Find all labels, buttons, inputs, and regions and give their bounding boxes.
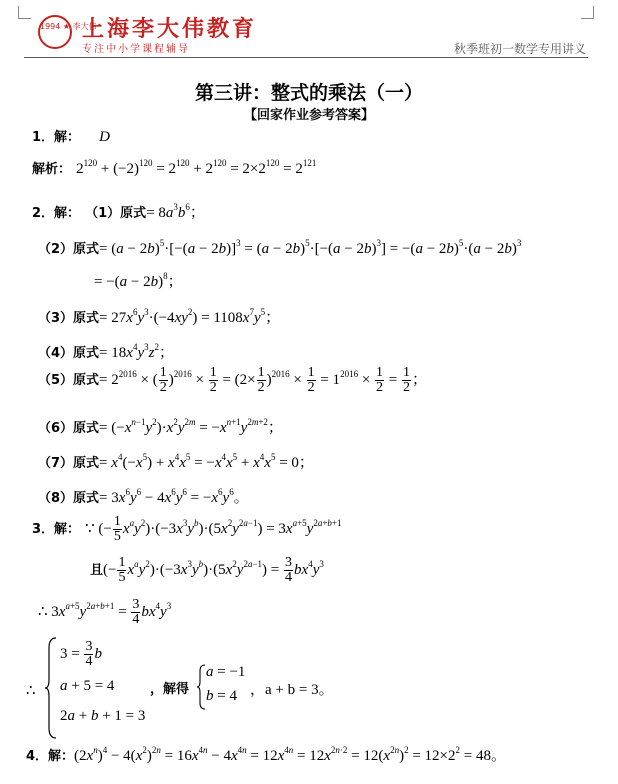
q2-line-8: （8）原式= $3x^6y^6 - 4x^6y^6 = -x^6y^6$。 bbox=[38, 487, 249, 506]
logo-seal: 1994 ★ 李大伟 bbox=[38, 15, 72, 49]
q3-eq-3: 2a + b + 1 = 3 bbox=[60, 708, 146, 724]
q3-system-brace bbox=[44, 636, 58, 740]
brand-name: 上海李大伟教育 bbox=[82, 17, 258, 42]
q2-line-6: （6）原式= $(-x^{n-1}y^2)\cdot x^2y^{2m} = -x^{n+1}y^{2m+2}$； bbox=[38, 417, 283, 436]
q3-solve-label-wrap bbox=[150, 678, 189, 697]
header-rule bbox=[24, 57, 588, 58]
q3-therefore-1: ∴ bbox=[38, 603, 48, 620]
page-title: 第三讲：整式的乘法（一） bbox=[194, 82, 423, 104]
page-corner-mark-right bbox=[581, 6, 594, 19]
q1-analysis-label: 解析： bbox=[32, 162, 72, 177]
q2-sub-label-1: （1）原式 bbox=[85, 206, 147, 221]
q1-answer: D bbox=[99, 129, 110, 145]
q2-sub-label-3: （3）原式 bbox=[38, 311, 100, 326]
q3-solve-label: ，解得 bbox=[150, 682, 190, 697]
q3-therefore-2: ∴ bbox=[26, 683, 36, 699]
q2-line-1: 2．解： （1）原式= $8a^3b^6$； bbox=[32, 202, 205, 221]
page-corner-mark-left bbox=[18, 6, 31, 19]
q3-therefore-2-wrap bbox=[26, 680, 36, 700]
q2-sub-label-7: （7）原式 bbox=[38, 456, 100, 471]
q3-and-label: 且 bbox=[90, 562, 104, 578]
q1-analysis: 解析： $2^{120} + (-2)^{120} = 2^{120} + 2^{120} = 2\times 2^{120} = 2^{121}$ bbox=[32, 158, 317, 177]
q3-end-text: ，a + b = 3。 bbox=[250, 682, 334, 698]
page-subtitle: 【回家作业参考答案】 bbox=[243, 108, 374, 123]
q2-line-7: （7）原式= $x^4(-x^5) + x^4x^5 = -x^4x^5 + x^4x^5 = 0$； bbox=[38, 452, 314, 471]
q4-label: 4．解： bbox=[26, 749, 75, 764]
q2-line-2: （2）原式= $(a - 2b)^5\cdot[-(a - 2b)]^3 = (a - 2b)^5\cdot[-(a - 2b)^3] = -(a - 2b)^5\cdot(a - 2b)^3$ bbox=[38, 238, 522, 257]
q2-line-2b: = $-(a - 2b)^8$； bbox=[94, 271, 183, 290]
q4-line: 4．解：$(2x^n)^4 - 4(x^2)^{2n} = 16x^{4n} - 4x^{4n} = 12x^{4n} = 12x^{2n\cdot 2} = 12(x^{2n})^2 = 12\times 2^2 = 48$。 bbox=[26, 745, 506, 764]
q3-line-1: 3．解： ∵ (− $\frac{1}{5}$ $x^ay^2)\cdot(-3x^3y^b)\cdot(5x^2y^{2a-1}) = 3x^{a+5}y^{2a+b+1}$ bbox=[32, 514, 342, 544]
q2-line-3: （3）原式= $27x^6y^3\cdot(-4xy^2) = 1108x^7y^5$； bbox=[38, 307, 281, 326]
q3-sol-b: b = 4 bbox=[206, 688, 237, 704]
q2-sub-label-8: （8）原式 bbox=[38, 491, 100, 506]
q3-line-2: 且(− $\frac{1}{5}$ $x^ay^2)\cdot(-3x^3y^b)\cdot(5x^2y^{2a-1})$ = $\frac{3}{4}$ $bx^4y^3$ bbox=[90, 555, 324, 585]
q3-eq-1: 3 = $\frac{3}{4}$ b bbox=[60, 639, 102, 669]
q2-sub-label-5: （5）原式 bbox=[38, 372, 100, 388]
q3-label: 3．解： bbox=[32, 521, 81, 537]
q2-sub-label-2: （2）原式 bbox=[38, 242, 100, 257]
q3-solution-brace bbox=[196, 664, 206, 710]
q3-line-3: ∴ $3x^{a+5}y^{2a+b+1}$ = $\frac{3}{4}$ $bx^4y^3$ bbox=[38, 597, 172, 627]
brand-slogan: 专注中小学课程辅导 bbox=[82, 44, 190, 55]
q2-sub-label-6: （6）原式 bbox=[38, 421, 100, 436]
q3-sol-a: a = −1 bbox=[206, 664, 246, 680]
q2-line-5: （5）原式= $2^{2016}$ × ( $\frac{1}{2}$ )$^{2016}$ × $\frac{1}{2}$ = (2× $\frac{1}{2}$ )$^{2016}$ × $\frac{1}{2}$ = $1^{2016}$ × $\frac{1}{2}$ = $\frac{1}{2}$ ； bbox=[38, 365, 428, 395]
series-name: 秋季班初一数学专用讲义 bbox=[453, 42, 586, 56]
q2-sub-label-4: （4）原式 bbox=[38, 346, 100, 361]
q2-line-4: （4）原式= $18x^4y^3z^2$； bbox=[38, 342, 174, 361]
q1-line bbox=[32, 126, 110, 146]
q1-label: 1．解： bbox=[32, 130, 81, 145]
q2-label: 2．解： bbox=[32, 206, 81, 221]
q3-eq-2: a + 5 = 4 bbox=[60, 678, 115, 694]
